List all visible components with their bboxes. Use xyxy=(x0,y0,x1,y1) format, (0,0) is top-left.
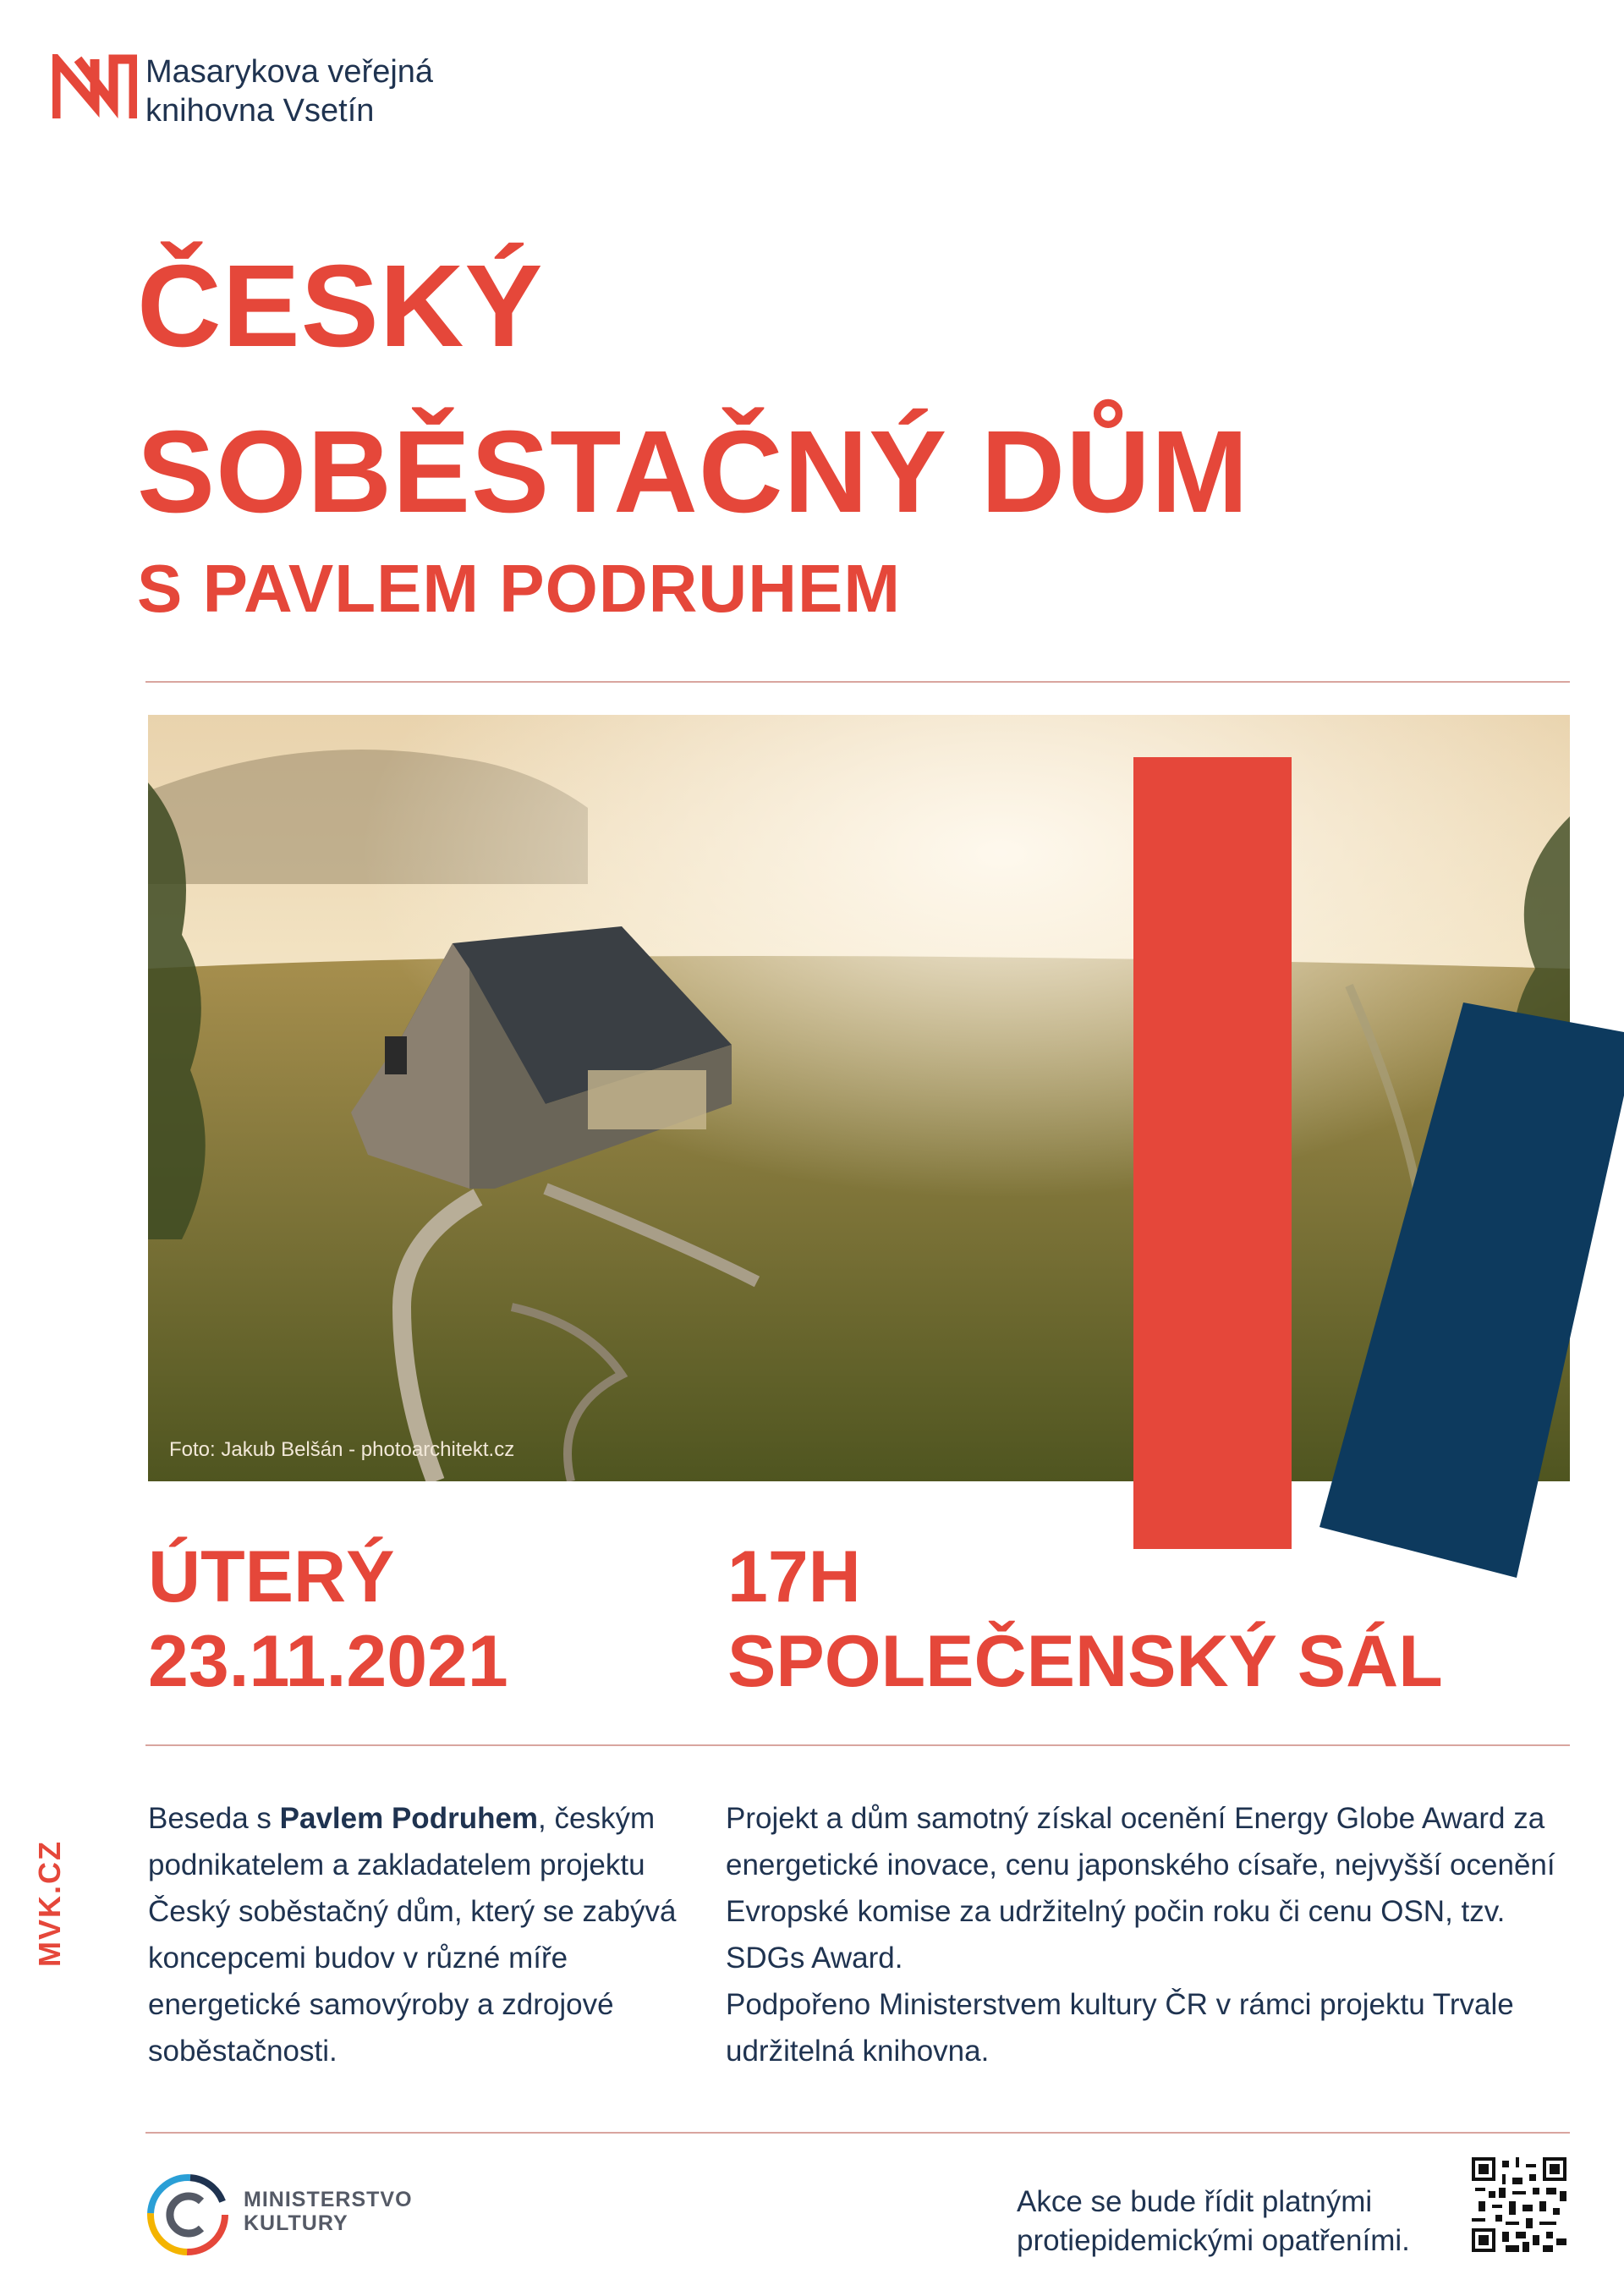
library-logo-icon xyxy=(52,54,137,122)
support-paragraph: Podpořeno Ministerstvem kultury ČR v rámci projektu Trvale udržitelná knihovna. xyxy=(726,1988,1514,2068)
divider-middle xyxy=(145,1744,1570,1746)
divider-top xyxy=(145,681,1570,683)
divider-bottom xyxy=(145,2132,1570,2134)
library-name-line2: knihovna Vsetín xyxy=(145,93,375,129)
ministry-logo-icon xyxy=(145,2172,230,2257)
description-left-prefix: Beseda s xyxy=(148,1802,280,1835)
decorative-red-bar xyxy=(1133,757,1292,1549)
event-day: ÚTERÝ xyxy=(148,1536,395,1618)
description-left-rest: , českým podnikatelem a zakladatelem projektu Český soběstačný dům, který se zabývá koncepcemi budov v různé míře energetické samovýroby a zdrojové soběstačnosti. xyxy=(148,1802,677,2068)
event-date: 23.11.2021 xyxy=(148,1621,508,1702)
event-time: 17H xyxy=(727,1536,861,1618)
subtitle: S PAVLEM PODRUHEM xyxy=(137,551,901,626)
ministry-line2: KULTURY xyxy=(244,2211,348,2235)
event-place: SPOLEČENSKÝ SÁL xyxy=(727,1621,1443,1702)
qr-code-icon[interactable] xyxy=(1472,2157,1566,2252)
awards-paragraph: Projekt a dům samotný získal ocenění Energy Globe Award za energetické inovace, cenu japonského císaře, nejvyšší ocenění Evropské komise za udržitelný počin roku či cenu OSN, tzv. SDGs Award. xyxy=(726,1802,1555,1975)
title-line1: ČESKÝ xyxy=(137,241,544,371)
ministry-line1: MINISTERSTVO xyxy=(244,2188,413,2211)
covid-notice xyxy=(1017,2183,1410,2260)
speaker-name: Pavlem Podruhem xyxy=(279,1802,539,1835)
notice-line2: protiepidemickými opatřeními. xyxy=(1017,2224,1410,2257)
notice-line1: Akce se bude řídit platnými xyxy=(1017,2185,1373,2218)
library-name-line1: Masarykova veřejná xyxy=(145,54,434,90)
decorative-navy-bar xyxy=(1320,990,1624,1599)
description-right xyxy=(726,1795,1580,2074)
title-line2: SOBĚSTAČNÝ DŮM xyxy=(137,407,1249,537)
description-left xyxy=(148,1795,723,2074)
website-link[interactable]: MVK.CZ xyxy=(32,1840,67,1967)
library-name xyxy=(145,52,433,130)
ministry-name xyxy=(244,2188,413,2235)
photo-credit: Foto: Jakub Belšán - photoarchitekt.cz xyxy=(169,1438,515,1461)
